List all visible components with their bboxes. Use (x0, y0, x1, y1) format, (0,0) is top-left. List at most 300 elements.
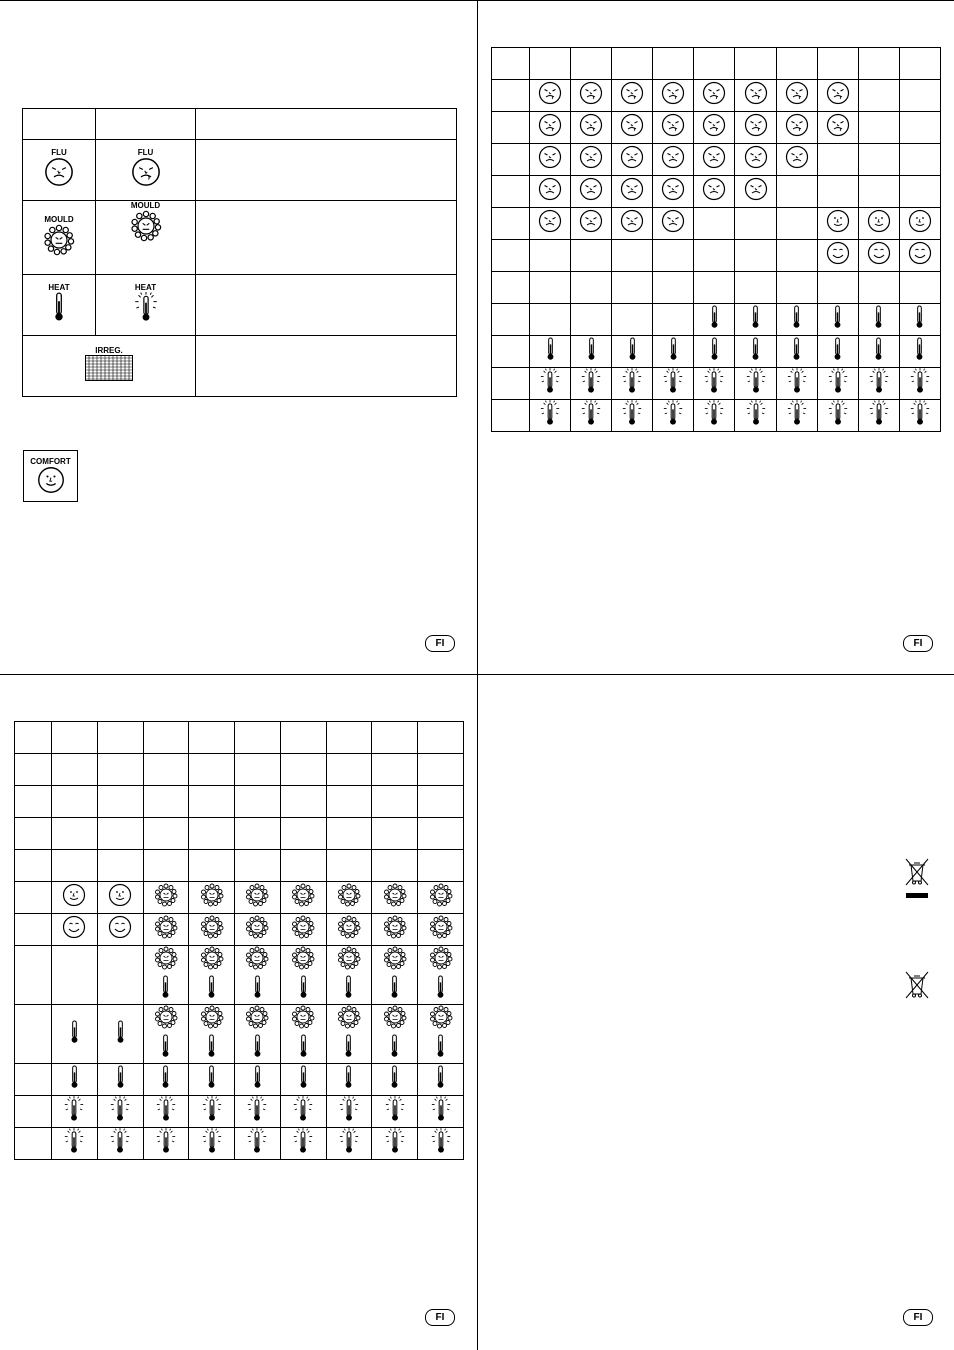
table-cell (280, 1096, 326, 1128)
table-row (492, 272, 941, 304)
hot-thermometer-icon (384, 1128, 406, 1154)
thermometer-icon (389, 1034, 400, 1058)
table-cell (97, 786, 143, 818)
table-cell (653, 368, 694, 400)
table-cell (492, 272, 530, 304)
table-cell (492, 400, 530, 432)
mould-icon (200, 946, 224, 970)
mould-icon (291, 883, 315, 907)
table-cell (143, 722, 189, 754)
table-cell (418, 786, 464, 818)
table-cell (858, 400, 899, 432)
table-cell (899, 368, 940, 400)
flu-face-icon (620, 145, 644, 169)
hot-thermometer-icon (703, 400, 725, 426)
table-cell (418, 1005, 464, 1064)
table-cell (235, 1064, 281, 1096)
table-row (492, 112, 941, 144)
table-cell (326, 1005, 372, 1064)
hot-thermometer-icon (786, 400, 808, 426)
table-cell (694, 304, 735, 336)
thermometer-icon (832, 337, 843, 361)
table-cell (530, 400, 571, 432)
hot-thermometer-icon (539, 400, 561, 426)
table-cell (326, 722, 372, 754)
table-cell (899, 48, 940, 80)
table-cell (97, 1005, 143, 1064)
table-cell (612, 272, 653, 304)
thermometer-icon (873, 305, 884, 329)
heat-label: HEAT (134, 283, 157, 292)
table-cell (52, 722, 98, 754)
table-cell (612, 80, 653, 112)
table-cell (189, 946, 235, 1005)
table-cell (817, 144, 858, 176)
irregular-grid-icon (85, 355, 133, 381)
table-cell (372, 722, 418, 754)
flu-face-icon (744, 177, 768, 201)
flu-label: FLU (137, 148, 154, 157)
hot-thermometer-icon (539, 368, 561, 394)
table-cell (899, 208, 940, 240)
table-cell (372, 882, 418, 914)
table-cell (653, 48, 694, 80)
flu-drip-face-icon (538, 81, 562, 105)
table-cell (326, 818, 372, 850)
crossed-bin-icon (904, 970, 930, 1000)
legend-irreg-desc (196, 336, 457, 397)
table-cell (735, 48, 776, 80)
table-cell (15, 882, 52, 914)
thermometer-icon (160, 1034, 171, 1058)
table-cell (653, 176, 694, 208)
table-cell (280, 850, 326, 882)
mould-icon (383, 915, 407, 939)
hot-thermometer-icon (621, 400, 643, 426)
hot-thermometer-icon (109, 1128, 131, 1154)
table-row (15, 786, 464, 818)
table-cell (280, 1064, 326, 1096)
legend-mould-cell (23, 201, 96, 275)
thermometer-icon (69, 1020, 80, 1044)
thermometer-icon (69, 1065, 80, 1089)
legend-mould-cell-2 (96, 201, 196, 275)
table-cell (571, 304, 612, 336)
mould-icon (130, 210, 162, 242)
table-cell (418, 1064, 464, 1096)
table-cell (143, 914, 189, 946)
table-cell (235, 722, 281, 754)
table-cell (776, 144, 817, 176)
mould-icon (154, 883, 178, 907)
table-cell (530, 144, 571, 176)
mould-label: MOULD (44, 214, 74, 224)
table-cell (418, 1096, 464, 1128)
legend-mould-desc (196, 201, 457, 275)
table-cell (280, 818, 326, 850)
table-cell (372, 786, 418, 818)
table-cell (858, 240, 899, 272)
table-cell (653, 144, 694, 176)
table-cell (817, 336, 858, 368)
table-cell (530, 368, 571, 400)
table-cell (776, 240, 817, 272)
thermometer-icon (52, 292, 66, 322)
table-cell (735, 176, 776, 208)
thermometer-icon (252, 1034, 263, 1058)
table-cell (280, 1128, 326, 1160)
hot-thermometer-icon (155, 1096, 177, 1122)
mould-icon (154, 946, 178, 970)
bin-underbar (906, 893, 928, 898)
table-cell (15, 786, 52, 818)
table-cell (189, 1005, 235, 1064)
table-cell (326, 1128, 372, 1160)
table-cell (817, 176, 858, 208)
flu-face-icon (702, 145, 726, 169)
table-cell (776, 272, 817, 304)
thermometer-icon (668, 337, 679, 361)
table-cell (372, 1064, 418, 1096)
flu-face-icon (538, 177, 562, 201)
table-cell (280, 754, 326, 786)
table-cell (776, 208, 817, 240)
table-cell (418, 722, 464, 754)
table-cell (571, 208, 612, 240)
panel-bottom-left (0, 675, 478, 1350)
thermometer-icon (627, 337, 638, 361)
table-cell (326, 1096, 372, 1128)
table-cell (189, 786, 235, 818)
table-cell (52, 786, 98, 818)
table-cell (189, 882, 235, 914)
comfort-face-icon (37, 466, 65, 494)
table-cell (15, 1096, 52, 1128)
table-cell (653, 336, 694, 368)
table-cell (858, 112, 899, 144)
table-cell (52, 1064, 98, 1096)
mould-icon (200, 915, 224, 939)
flu-drip-face-icon (826, 113, 850, 137)
legend-heat-cell (23, 275, 96, 336)
table-row (15, 882, 464, 914)
hot-thermometer-icon (827, 400, 849, 426)
table-cell (372, 818, 418, 850)
hot-thermometer-icon (868, 368, 890, 394)
mould-icon (245, 883, 269, 907)
legend-flu-desc (196, 140, 457, 201)
table-cell (694, 272, 735, 304)
table-cell (15, 850, 52, 882)
table-cell (735, 80, 776, 112)
table-cell (15, 946, 52, 1005)
table-cell (694, 240, 735, 272)
table-cell (418, 946, 464, 1005)
table-cell (858, 80, 899, 112)
mould-label: MOULD (130, 201, 161, 210)
thermometer-icon (298, 1034, 309, 1058)
table-cell (97, 1128, 143, 1160)
table-cell (15, 722, 52, 754)
table-row (492, 208, 941, 240)
flu-face-icon (538, 145, 562, 169)
mould-icon (429, 1005, 453, 1029)
comfort-label: COMFORT (30, 457, 71, 466)
thermometer-icon (343, 975, 354, 999)
table-cell (15, 1064, 52, 1096)
table-cell (735, 240, 776, 272)
table-row (15, 946, 464, 1005)
table-cell (15, 1005, 52, 1064)
table-cell (97, 722, 143, 754)
legend-heat-hot-cell (96, 275, 196, 336)
flu-face-icon (661, 145, 685, 169)
table-row (492, 304, 941, 336)
table-row (492, 176, 941, 208)
comfort-face-icon (108, 883, 132, 907)
thermometer-icon (709, 305, 720, 329)
hot-thermometer-icon (662, 400, 684, 426)
flu-face-icon (579, 177, 603, 201)
table-cell (15, 818, 52, 850)
table-cell (372, 1005, 418, 1064)
hot-thermometer-icon (246, 1096, 268, 1122)
table-cell (612, 240, 653, 272)
table-cell (372, 946, 418, 1005)
table-cell (694, 80, 735, 112)
table-row (492, 48, 941, 80)
hot-thermometer-icon (909, 400, 931, 426)
thermometer-icon (545, 337, 556, 361)
table-cell (530, 304, 571, 336)
thermometer-icon (206, 1065, 217, 1089)
table-cell (899, 272, 940, 304)
table-cell (817, 112, 858, 144)
table-cell (492, 112, 530, 144)
hot-thermometer-icon (63, 1128, 85, 1154)
thermometer-icon (873, 337, 884, 361)
flu-drip-face-icon (579, 113, 603, 137)
thermometer-icon (298, 1065, 309, 1089)
table-cell (735, 208, 776, 240)
table-cell (235, 850, 281, 882)
table-cell (571, 400, 612, 432)
table-cell (326, 786, 372, 818)
table-cell (571, 48, 612, 80)
table-cell (418, 882, 464, 914)
flu-drip-face-icon (538, 113, 562, 137)
table-cell (372, 1128, 418, 1160)
mould-icon (245, 1005, 269, 1029)
table-cell (776, 80, 817, 112)
thermometer-icon (343, 1065, 354, 1089)
table-cell (899, 336, 940, 368)
table-row (15, 818, 464, 850)
table-cell (899, 240, 940, 272)
smile-face-icon (826, 241, 850, 265)
table-cell (694, 112, 735, 144)
legend-header-cell-2 (96, 109, 196, 140)
table-cell (694, 176, 735, 208)
table-cell (530, 336, 571, 368)
fi-badge: FI (903, 1309, 933, 1326)
table-cell (326, 1064, 372, 1096)
table-row (15, 722, 464, 754)
table-cell (571, 368, 612, 400)
table-cell (694, 336, 735, 368)
table-cell (858, 336, 899, 368)
mould-icon (291, 915, 315, 939)
table-row (492, 400, 941, 432)
table-cell (858, 304, 899, 336)
flu-face-icon (579, 209, 603, 233)
table-cell (189, 1128, 235, 1160)
flu-drip-face-icon (785, 81, 809, 105)
table-cell (235, 786, 281, 818)
crossed-bin-icon (904, 857, 930, 887)
condition-table-bottom (14, 721, 464, 1160)
table-cell (280, 786, 326, 818)
table-cell (694, 144, 735, 176)
comfort-face-icon (62, 883, 86, 907)
table-row (15, 850, 464, 882)
table-cell (280, 914, 326, 946)
table-cell (817, 208, 858, 240)
comfort-face-icon (908, 209, 932, 233)
flu-face-icon (744, 145, 768, 169)
table-cell (530, 272, 571, 304)
table-cell (97, 850, 143, 882)
fi-badge: FI (903, 635, 933, 652)
table-cell (735, 400, 776, 432)
table-cell (776, 304, 817, 336)
hot-thermometer-icon (745, 368, 767, 394)
flu-label: FLU (51, 148, 67, 157)
mould-icon (154, 1005, 178, 1029)
table-cell (97, 946, 143, 1005)
table-cell (372, 1096, 418, 1128)
table-cell (530, 208, 571, 240)
table-cell (694, 208, 735, 240)
table-cell (372, 850, 418, 882)
table-cell (52, 850, 98, 882)
hot-thermometer-icon (786, 368, 808, 394)
table-cell (52, 1128, 98, 1160)
table-cell (235, 1096, 281, 1128)
flu-face-icon (661, 177, 685, 201)
fi-badge: FI (425, 635, 455, 652)
mould-icon (429, 883, 453, 907)
table-cell (418, 1128, 464, 1160)
legend-header-cell-3 (196, 109, 457, 140)
table-cell (817, 48, 858, 80)
table-cell (52, 882, 98, 914)
table-cell (530, 80, 571, 112)
flu-drip-face-icon (620, 113, 644, 137)
thermometer-icon (252, 1065, 263, 1089)
table-cell (817, 400, 858, 432)
table-cell (735, 144, 776, 176)
panel-top-right (478, 0, 954, 675)
table-cell (571, 112, 612, 144)
table-cell (97, 914, 143, 946)
irreg-label: IRREG. (95, 346, 123, 355)
smile-face-icon (108, 915, 132, 939)
table-cell (858, 176, 899, 208)
thermometer-icon (206, 975, 217, 999)
legend-flu-cell (23, 140, 96, 201)
legend-irreg-cell (23, 336, 196, 397)
table-cell (52, 914, 98, 946)
hot-thermometer-icon (201, 1096, 223, 1122)
mould-icon (337, 1005, 361, 1029)
flu-drip-face-icon (620, 81, 644, 105)
table-cell (143, 850, 189, 882)
mould-icon (154, 915, 178, 939)
table-cell (372, 754, 418, 786)
table-cell (858, 48, 899, 80)
comfort-box (23, 450, 78, 502)
table-cell (735, 112, 776, 144)
table-cell (372, 914, 418, 946)
table-cell (776, 336, 817, 368)
smile-face-icon (908, 241, 932, 265)
flu-face-icon (620, 209, 644, 233)
thermometer-icon (435, 1065, 446, 1089)
table-cell (817, 272, 858, 304)
flu-face-icon (579, 145, 603, 169)
table-cell (817, 80, 858, 112)
thermometer-icon (389, 975, 400, 999)
table-cell (612, 368, 653, 400)
table-cell (235, 882, 281, 914)
hot-thermometer-icon (338, 1096, 360, 1122)
table-row (15, 1096, 464, 1128)
table-row (492, 368, 941, 400)
table-cell (530, 48, 571, 80)
table-cell (15, 914, 52, 946)
table-cell (735, 336, 776, 368)
table-cell (492, 368, 530, 400)
table-cell (653, 304, 694, 336)
table-cell (694, 368, 735, 400)
table-cell (776, 112, 817, 144)
hot-thermometer-icon (63, 1096, 85, 1122)
table-cell (418, 818, 464, 850)
table-cell (143, 786, 189, 818)
table-cell (817, 240, 858, 272)
flu-face-icon (538, 209, 562, 233)
thermometer-icon (586, 337, 597, 361)
mould-icon (200, 883, 224, 907)
table-cell (571, 336, 612, 368)
legend-header-cell-1 (23, 109, 96, 140)
flu-face-icon (702, 177, 726, 201)
heat-label: HEAT (48, 283, 70, 292)
legend-table (22, 108, 457, 397)
thermometer-icon (750, 337, 761, 361)
table-cell (326, 882, 372, 914)
flu-drip-face-icon (661, 113, 685, 137)
mould-icon (383, 883, 407, 907)
table-row (492, 144, 941, 176)
hot-thermometer-icon (430, 1096, 452, 1122)
thermometer-icon (115, 1065, 126, 1089)
hot-thermometer-icon (292, 1096, 314, 1122)
table-cell (571, 144, 612, 176)
hot-thermometer-icon (338, 1128, 360, 1154)
fi-badge: FI (425, 1309, 455, 1326)
